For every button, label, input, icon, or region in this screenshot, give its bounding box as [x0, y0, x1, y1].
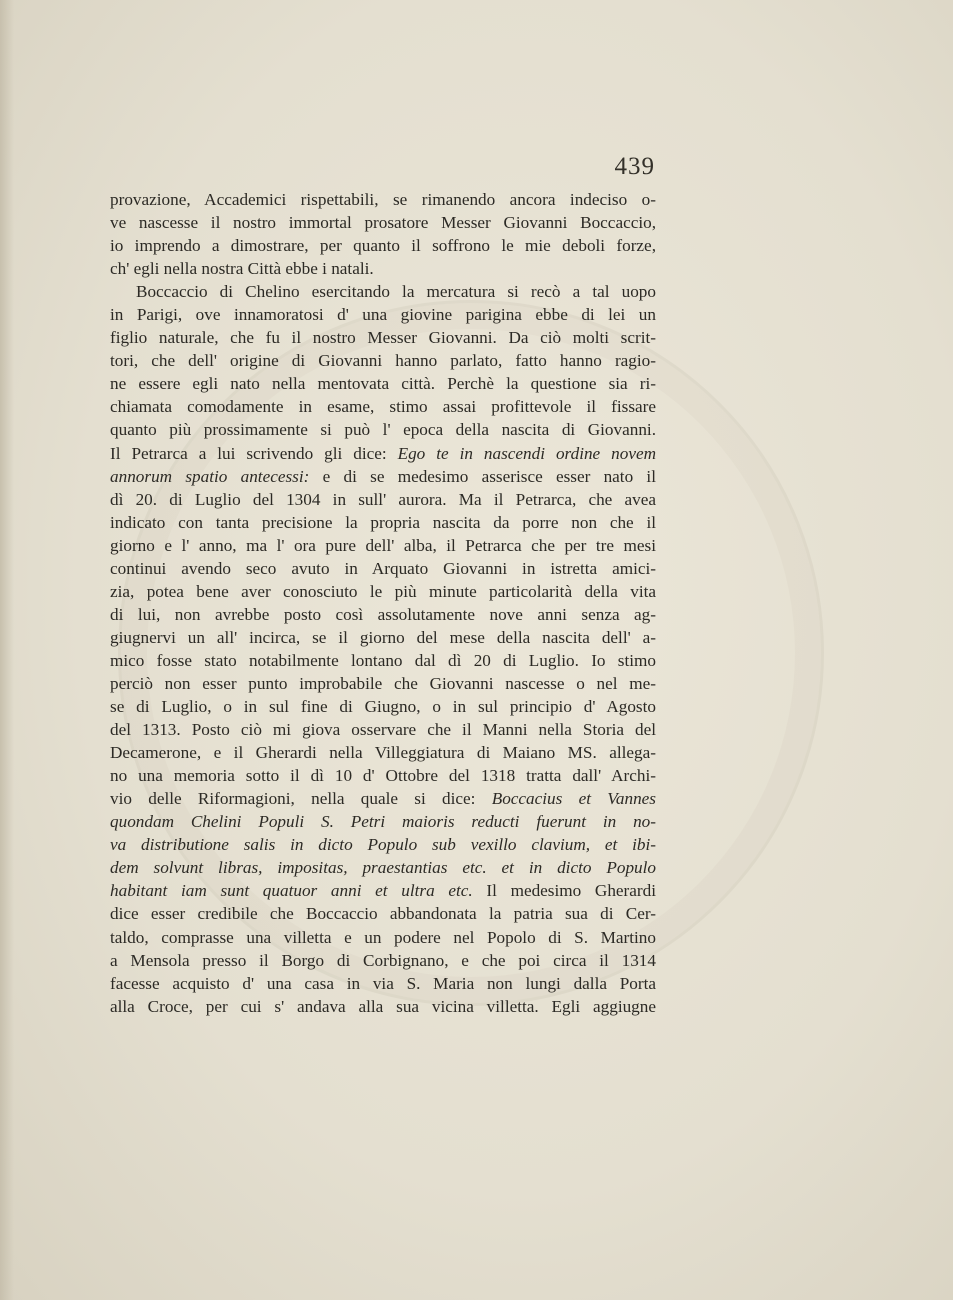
italic-text-segment: annorum spatio antecessi: — [110, 466, 310, 486]
page-edge-shadow — [0, 0, 14, 1300]
text-line — [110, 879, 656, 902]
italic-text-segment: dem solvunt libras, impositas, praestantias etc. et in dicto Populo — [110, 858, 656, 878]
text-line — [110, 995, 656, 1018]
text-segment: alla Croce, per cui s' andava alla sua vicina villetta. Egli aggiugne — [110, 996, 656, 1016]
text-segment: vio delle Riformagioni, nella quale si dice: — [110, 789, 492, 809]
text-line — [110, 511, 656, 534]
text-segment: giugnervi un all' incirca, se il giorno del mese della nascita dell' a- — [110, 627, 656, 647]
text-line — [110, 234, 656, 257]
text-line — [110, 580, 656, 603]
text-segment: ch' egli nella nostra Città ebbe i natali. — [110, 259, 374, 279]
text-segment: mico fosse stato notabilmente lontano dal dì 20 di Luglio. Io stimo — [110, 650, 656, 670]
text-line — [110, 949, 656, 972]
text-line — [110, 534, 656, 557]
text-line — [110, 488, 656, 511]
text-segment: Il Petrarca a lui scrivendo gli dice: — [110, 443, 398, 463]
text-segment: tori, che dell' origine di Giovanni hanno parlato, fatto hanno ragio- — [110, 351, 656, 371]
text-segment: perciò non esser punto improbabile che Giovanni nascesse o nel me- — [110, 673, 656, 693]
text-segment: no una memoria sotto il dì 10 d' Ottobre del 1318 tratta dall' Archi- — [110, 766, 656, 786]
text-segment: ve nascesse il nostro immortal prosatore Messer Giovanni Boccaccio, — [110, 213, 656, 233]
text-segment: Boccaccio di Chelino esercitando la mercatura si recò a tal uopo — [136, 282, 656, 302]
text-line — [110, 972, 656, 995]
text-segment: se di Luglio, o in sul fine di Giugno, o in sul principio d' Agosto — [110, 697, 656, 717]
text-segment: dice esser credibile che Boccaccio abbandonata la patria sua di Cer- — [110, 904, 656, 924]
text-segment: figlio naturale, che fu il nostro Messer Giovanni. Da ciò molti scrit- — [110, 328, 656, 348]
text-segment: provazione, Accademici rispettabili, se rimanendo ancora indeciso o- — [110, 190, 656, 209]
text-line — [110, 810, 656, 833]
text-line — [110, 372, 656, 395]
text-segment: ne essere egli nato nella mentovata città. Perchè la questione sia ri- — [110, 374, 656, 394]
text-line — [110, 764, 656, 787]
text-segment: io imprendo a dimostrare, per quanto il soffrono le mie deboli forze, — [110, 236, 656, 256]
italic-text-segment: Boccacius et Vannes — [491, 789, 656, 809]
text-line — [110, 856, 656, 879]
text-segment: del 1313. Posto ciò mi giova osservare che il Manni nella Storia del — [110, 720, 656, 740]
italic-text-segment: habitant iam sunt quatuor anni et ultra etc. — [110, 881, 473, 901]
text-segment: di lui, non avrebbe posto così assolutamente nove anni senza ag- — [110, 604, 656, 624]
text-segment: in Parigi, ove innamoratosi d' una giovine parigina ebbe di lei un — [110, 305, 656, 325]
text-line — [110, 603, 656, 626]
text-line — [110, 787, 656, 810]
text-segment: giorno e l' anno, ma l' ora pure dell' alba, il Petrarca che per tre mesi — [110, 535, 656, 555]
text-segment: continui avendo seco avuto in Arquato Giovanni in istretta amici- — [110, 558, 656, 578]
text-segment: a Mensola presso il Borgo di Corbignano, e che poi circa il 1314 — [110, 950, 656, 970]
text-line — [110, 442, 656, 465]
text-line — [110, 326, 656, 349]
text-line — [110, 926, 656, 949]
text-segment: Il medesimo Gherardi — [472, 881, 656, 901]
text-segment: facesse acquisto d' una casa in via S. Maria non lungi dalla Porta — [110, 973, 656, 993]
page-number: 439 — [614, 153, 655, 180]
text-segment: Decamerone, e il Gherardi nella Villeggiatura di Maiano MS. allega- — [110, 743, 656, 763]
text-line — [110, 649, 656, 672]
text-line — [110, 303, 656, 326]
text-line — [110, 280, 656, 303]
text-segment: chiamata comodamente in esame, stimo assai profittevole il fissare — [110, 397, 656, 417]
text-line — [110, 626, 656, 649]
text-line — [110, 902, 656, 925]
text-segment: taldo, comprasse una villetta e un podere nel Popolo di S. Martino — [110, 927, 656, 947]
italic-text-segment: va distributione salis in dicto Populo sub vexillo clavium, et ibi- — [110, 835, 656, 855]
text-line — [110, 188, 656, 211]
text-line — [110, 349, 656, 372]
text-segment: dì 20. di Luglio del 1304 in sull' aurora. Ma il Petrarca, che avea — [110, 489, 656, 509]
body-text — [110, 188, 656, 1018]
text-line — [110, 395, 656, 418]
italic-text-segment: Ego te in nascendi ordine novem — [397, 443, 656, 463]
text-line — [110, 718, 656, 741]
italic-text-segment: quondam Chelini Populi S. Petri maioris reducti fuerunt in no- — [110, 812, 656, 832]
text-line — [110, 695, 656, 718]
text-segment: quanto più prossimamente si può l' epoca della nascita di Giovanni. — [110, 420, 656, 440]
text-line — [110, 418, 656, 441]
text-line — [110, 257, 656, 280]
text-line — [110, 672, 656, 695]
text-line — [110, 741, 656, 764]
text-segment: indicato con tanta precisione la propria nascita da porre non che il — [110, 512, 656, 532]
text-line — [110, 211, 656, 234]
text-segment: zia, potea bene aver conosciuto le più minute particolarità della vita — [110, 581, 656, 601]
text-segment: e di se medesimo asserisce esser nato il — [309, 466, 656, 486]
text-line — [110, 833, 656, 856]
text-line — [110, 465, 656, 488]
text-line — [110, 557, 656, 580]
